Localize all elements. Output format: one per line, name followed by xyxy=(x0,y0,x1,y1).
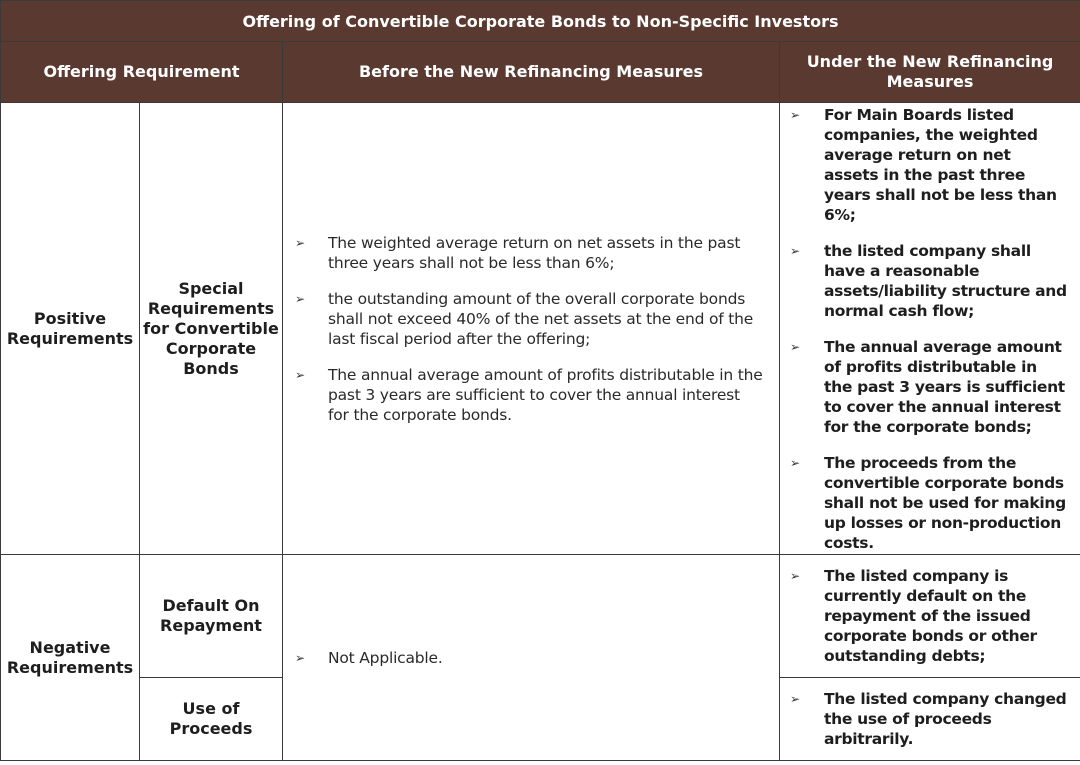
list-item xyxy=(790,566,1068,666)
list-item xyxy=(295,289,765,349)
default-on-repayment-list xyxy=(780,566,1080,666)
arrow-bullet-icon: ➢ xyxy=(295,235,305,250)
negative-before-cell xyxy=(283,555,780,761)
list-item xyxy=(295,233,765,273)
header-row xyxy=(1,42,1080,103)
arrow-bullet-icon: ➢ xyxy=(790,339,800,354)
arrow-bullet-icon: ➢ xyxy=(295,291,305,306)
list-item-text: The annual average amount of profits distributable in the past 3 years are sufficient to cover the annual interest for the corporate bonds. xyxy=(328,365,763,424)
header-before-measures: Before the New Refinancing Measures xyxy=(283,42,780,103)
default-on-repayment-label: Default On Repayment xyxy=(140,555,283,678)
list-item-text: the listed company shall have a reasonable assets/liability structure and normal cash flow; xyxy=(824,241,1067,320)
positive-requirements-label: Positive Requirements xyxy=(1,103,140,555)
positive-after-cell xyxy=(780,103,1080,555)
list-item xyxy=(790,241,1068,321)
arrow-bullet-icon: ➢ xyxy=(790,455,800,470)
use-of-proceeds-after-cell xyxy=(780,678,1080,761)
negative-requirements-label: Negative Requirements xyxy=(1,555,140,761)
default-on-repayment-after-cell xyxy=(780,555,1080,678)
list-item-text: The annual average amount of profits distributable in the past 3 years is sufficient to cover the annual interest for the corporate bonds; xyxy=(824,337,1065,436)
list-item xyxy=(790,689,1068,749)
list-item-text: For Main Boards listed companies, the weighted average return on net assets in the past three years shall not be less than 6%; xyxy=(824,105,1057,224)
header-under-new-measures: Under the New Refinancing Measures xyxy=(780,42,1080,103)
header-offering-requirement: Offering Requirement xyxy=(1,42,283,103)
list-item xyxy=(790,453,1068,553)
list-item-text: The listed company changed the use of proceeds arbitrarily. xyxy=(824,690,1067,748)
positive-requirements-row xyxy=(1,103,1080,555)
arrow-bullet-icon: ➢ xyxy=(295,650,305,665)
list-item-text: The listed company is currently default on the repayment of the issued corporate bonds or other outstanding debts; xyxy=(824,567,1037,665)
title-row xyxy=(1,1,1080,42)
arrow-bullet-icon: ➢ xyxy=(790,569,800,583)
arrow-bullet-icon: ➢ xyxy=(790,692,800,706)
use-of-proceeds-label: Use of Proceeds xyxy=(140,678,283,761)
positive-before-cell xyxy=(283,103,780,555)
list-item xyxy=(790,105,1068,225)
list-item-text: Not Applicable. xyxy=(328,648,443,667)
positive-after-list xyxy=(780,105,1080,553)
arrow-bullet-icon: ➢ xyxy=(790,243,800,258)
negative-before-list xyxy=(283,648,779,668)
negative-requirements-row-default xyxy=(1,555,1080,678)
list-item-text: the outstanding amount of the overall corporate bonds shall not exceed 40% of the net assets at the end of the last fiscal period after the offering; xyxy=(328,289,754,348)
special-requirements-label: Special Requirements for Convertible Corporate Bonds xyxy=(140,103,283,555)
arrow-bullet-icon: ➢ xyxy=(295,367,305,382)
arrow-bullet-icon: ➢ xyxy=(790,107,800,122)
list-item-text: The proceeds from the convertible corporate bonds shall not be used for making up losses or non-production costs. xyxy=(824,453,1066,552)
list-item xyxy=(295,648,765,668)
table-title: Offering of Convertible Corporate Bonds to Non-Specific Investors xyxy=(1,1,1080,42)
list-item-text: The weighted average return on net assets in the past three years shall not be less than 6%; xyxy=(328,233,741,272)
use-of-proceeds-list xyxy=(780,689,1080,749)
list-item xyxy=(295,365,765,425)
positive-before-list xyxy=(283,233,779,425)
list-item xyxy=(790,337,1068,437)
